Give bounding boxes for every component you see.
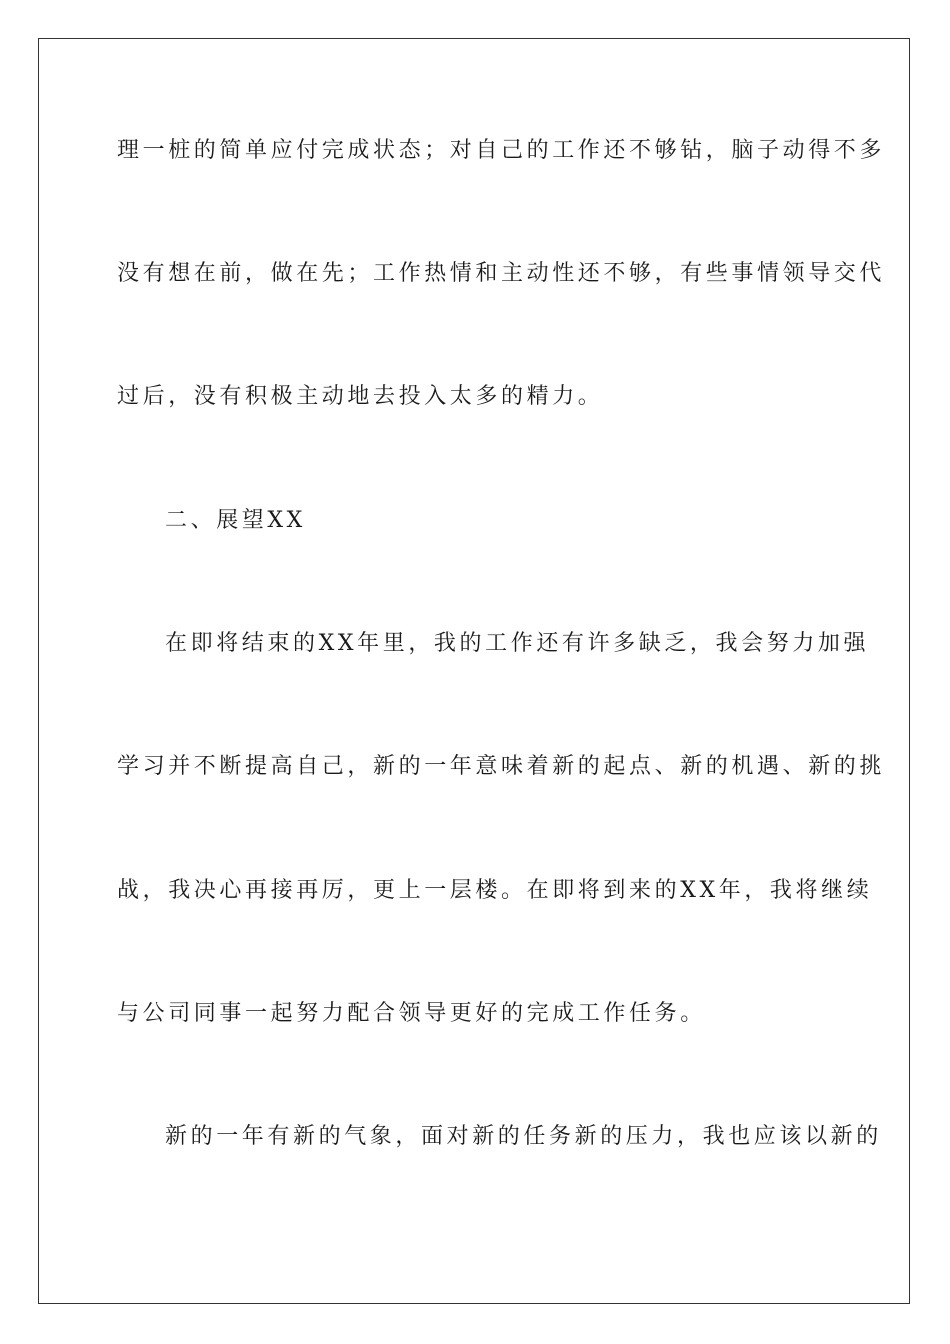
section-heading: 二、展望XX	[165, 508, 306, 533]
paragraph-line: 与公司同事一起努力配合领导更好的完成工作任务。	[117, 1001, 706, 1026]
paragraph-line: 在即将结束的XX年里，我的工作还有许多缺乏，我会努力加强	[165, 631, 870, 656]
paragraph-line: 新的一年有新的气象，面对新的任务新的压力，我也应该以新的	[165, 1124, 882, 1149]
paragraph-line: 战，我决心再接再厉，更上一层楼。在即将到来的XX年，我将继续	[117, 878, 873, 903]
paragraph-line: 过后，没有积极主动地去投入太多的精力。	[117, 384, 604, 409]
paragraph-line: 理一桩的简单应付完成状态；对自己的工作还不够钻，脑子动得不多	[117, 138, 886, 163]
page-border	[38, 38, 910, 1304]
paragraph-line: 学习并不断提高自己，新的一年意味着新的起点、新的机遇、新的挑	[117, 754, 886, 779]
paragraph-line: 没有想在前，做在先；工作热情和主动性还不够，有些事情领导交代	[117, 261, 886, 286]
